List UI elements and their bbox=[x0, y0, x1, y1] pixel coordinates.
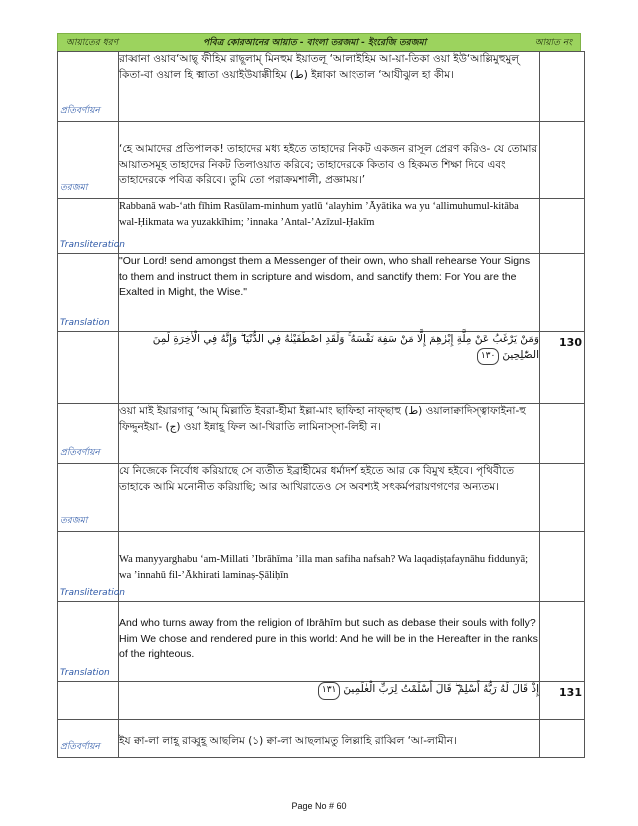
table-row bbox=[58, 404, 585, 464]
verse-number: 131 bbox=[559, 686, 582, 699]
table-row bbox=[58, 720, 585, 758]
arabic-text: وَمَنْ يَرْغَبُ عَنْ مِلَّةِ إِبْرٰهِمَ إِلَّا مَنْ سَفِهَ نَفْسَهُ ۚ وَلَقَدِ اصْطَفَيْنٰهُ فِي الدُّنْيَا ۖ وَإِنَّهُ فِي الْاٰخِرَةِ لَمِنَ الصّٰلِحِينَ bbox=[152, 333, 539, 361]
table-row bbox=[58, 52, 585, 122]
table-row bbox=[58, 532, 585, 602]
label-bn-transliteration: প্রতিবর্ণায়ন bbox=[60, 448, 100, 458]
page-number: Page No # 60 bbox=[291, 801, 347, 811]
arabic-text: إِذْ قَالَ لَهُ رَبُّهُ أَسْلِمْ ۖ قَالَ أَسْلَمْتُ لِرَبِّ الْعٰلَمِينَ bbox=[343, 683, 539, 695]
en-transliteration: Rabbanā wab-‘ath fīhim Rasūlam-minhum yatlū ‘alayhim ’Āyātika wa yu ‘allimuhumul-kitāba wal-Ḥikmata wa yuzakkīhim; ’innaka ’Antal-’Azīzul-Ḥakīm bbox=[119, 199, 540, 254]
verse-number-cell bbox=[540, 332, 585, 404]
row-label bbox=[58, 52, 119, 122]
row-label bbox=[58, 122, 119, 199]
label-bn-translation: তরজমা bbox=[60, 516, 88, 526]
table-row bbox=[58, 464, 585, 532]
row-label bbox=[58, 254, 119, 332]
verse-number-cell bbox=[540, 682, 585, 720]
bn-transliteration: ওয়া মাই ইয়ারগাবু ‘আম্ মিল্লাতি ইবরা-হীমা ইল্লা-মাং ছাফিহা নাফ্ছাহু (ط) ওয়ালাক্বাদিস্ত্বাফাইনা-হু ফিদ্দুনইয়া- (ج) ওয়া ইন্নাহূ ফিল আ-খিরাতি লামিনাস্সা-লিহী ন। bbox=[119, 404, 540, 464]
table-row bbox=[58, 332, 585, 404]
label-bn-translation: তরজমা bbox=[60, 183, 88, 193]
bn-transliteration: রাব্বানা ওয়াব‘আছ্ ফীহিম রাছূলাম্ মিনহুম ইয়াতলূ ‘আলাইহিম আ-য়া-তিকা ওয়া ইউ‘আল্লিমুহুমুল্ কিতা-বা ওয়াল হি ক্মাতা ওয়াইউযাক্কীহিম (ط) ইন্নাকা আংতাল ‘আযীঝুল হা কীম। bbox=[119, 52, 540, 122]
label-bn-transliteration: প্রতিবর্ণায়ন bbox=[60, 742, 100, 752]
bn-transliteration: ইয ক্বা-লা লাহূ রাব্বুহূ আছলিম (১) ক্বা-লা আছলামতু লিল্লাহি রাব্বিল ‘আ-লামীন। bbox=[119, 720, 540, 758]
en-translation: And who turns away from the religion of Ibrāhīm but such as debase their souls with folly? Him We chose and rendered pure in this world: And he will be in the Hereafter in the ranks of the righteous. bbox=[119, 602, 540, 682]
label-en-translation: Translation bbox=[60, 318, 110, 328]
table-row bbox=[58, 199, 585, 254]
table-header bbox=[57, 33, 581, 52]
row-label bbox=[58, 532, 125, 602]
header-verse-type: আয়াতের ধরণ bbox=[66, 38, 119, 48]
row-label bbox=[58, 720, 119, 758]
ayah-end-marker: ١٣١ bbox=[318, 682, 341, 700]
row-label bbox=[58, 602, 119, 682]
arabic-verse bbox=[119, 682, 540, 720]
table-row bbox=[58, 122, 585, 199]
bn-translation: যে নিজেকে নির্বোধ করিয়াছে সে ব্যতীত ইব্রাহীমের ধর্মাদর্শ হইতে আর কে বিমুখ হইবে। পৃথিবীতে তাহাকে আমি মনোনীত করিয়াছি; আর আখিরাতেও সে অবশ্যই সৎকর্মপরায়ণগণের অন্যতম। bbox=[119, 464, 540, 532]
label-en-translation: Translation bbox=[60, 668, 110, 678]
label-bn-transliteration: প্রতিবর্ণায়ন bbox=[60, 106, 100, 116]
table-row bbox=[58, 682, 585, 720]
table-row bbox=[58, 602, 585, 682]
ayah-end-marker: ١٣٠ bbox=[477, 348, 500, 366]
en-transliteration: Wa manyyarghabu ‘am-Millati ’Ibrāhīma ’illa man safiha nafsah? Wa laqadiṣṭafaynāhu fiddunyā; wa ’innahū fil-’Ākhirati laminaṣ-Ṣāliḥīn bbox=[119, 532, 540, 602]
header-title: পবিত্র কোরআনের আয়াত - বাংলা তরজমা - ইংরেজি তরজমা bbox=[203, 38, 427, 48]
row-label bbox=[58, 199, 125, 254]
row-label bbox=[58, 404, 119, 464]
verse-table bbox=[57, 51, 585, 758]
bn-translation: ‘হে আমাদের প্রতিপালক! তাহাদের মধ্য হইতে তাহাদের নিকট একজন রাসূল প্রেরণ করিও- যে তোমার আয়াতসমূহ তাহাদের নিকট তিলাওয়াত করিবে; তাহাদেরকে কিতাব ও হিকমত শিক্ষা দিবে এবং তাহাদেরকে পবিত্র করিবে। তুমি তো পরাক্রমশালী, প্রজ্ঞাময়।’ bbox=[119, 122, 540, 199]
label-en-transliteration: Transliteration bbox=[60, 588, 125, 598]
verse-number: 130 bbox=[559, 336, 582, 349]
header-verse-number: আয়াত নং bbox=[534, 38, 572, 48]
row-label bbox=[58, 464, 119, 532]
arabic-verse bbox=[119, 332, 540, 404]
table-row bbox=[58, 254, 585, 332]
label-en-transliteration: Transliteration bbox=[60, 240, 125, 250]
en-translation: "Our Lord! send amongst them a Messenger of their own, who shall rehearse Your Signs to them and instruct them in scripture and wisdom, and sanctify them: For You are the Exalted in Might, the Wise." bbox=[119, 254, 540, 332]
